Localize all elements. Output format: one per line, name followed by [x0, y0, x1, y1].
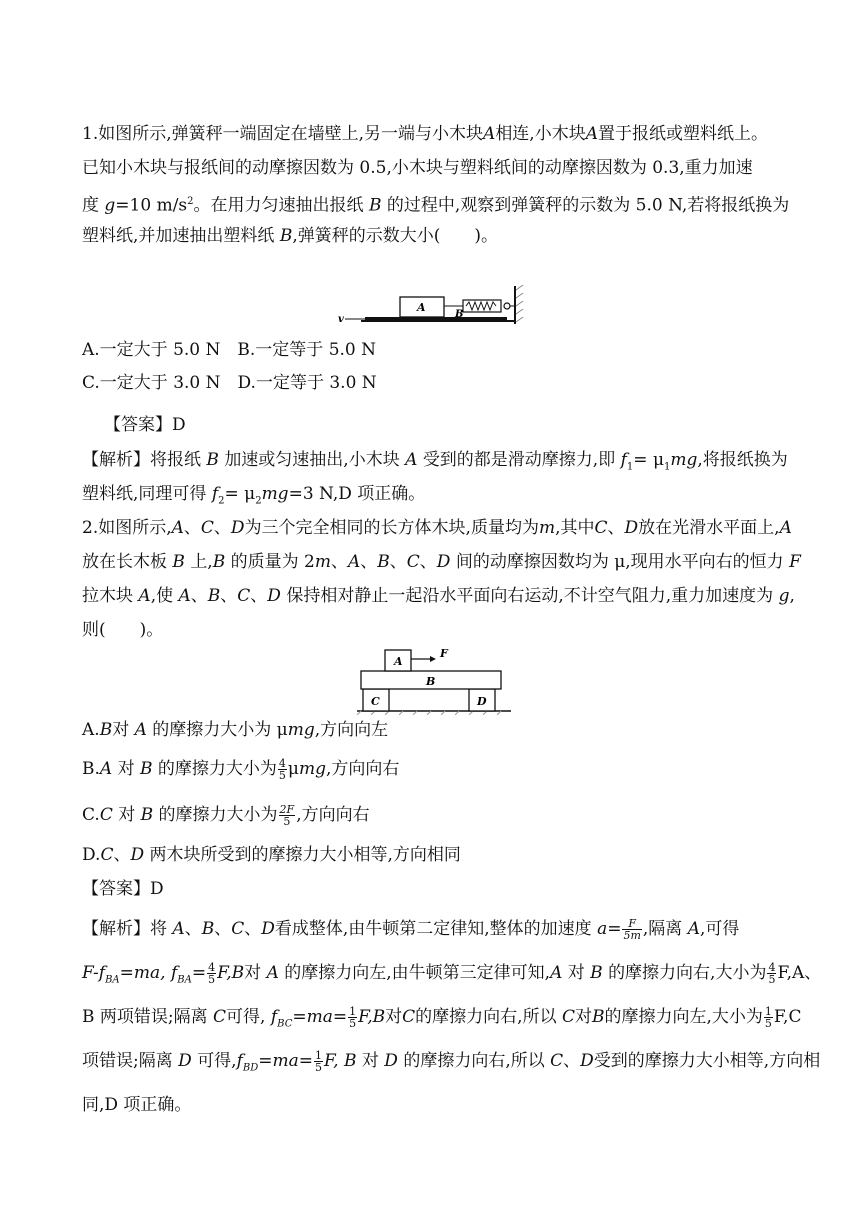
- label-f: F: [440, 647, 448, 660]
- symbol-a: A: [99, 759, 113, 779]
- text: 、: [190, 586, 208, 606]
- denominator: 5: [278, 769, 286, 782]
- symbol-d: D: [261, 919, 275, 939]
- text: F,: [217, 963, 232, 983]
- fraction: [767, 962, 776, 985]
- subscript: BA: [105, 974, 120, 986]
- text: 的摩擦力向左,大小为: [604, 1007, 763, 1027]
- symbol-mg: mg: [670, 450, 698, 470]
- symbol-c: C: [99, 805, 113, 825]
- text: =ma,: [119, 963, 166, 983]
- q2-figure: [355, 645, 515, 715]
- q2-analysis-1: [82, 917, 739, 941]
- text: 、: [213, 518, 231, 538]
- symbol-a: A: [266, 963, 279, 983]
- text: B 两项错误;隔离: [82, 1007, 208, 1027]
- text: f: [170, 963, 178, 983]
- text: ,使: [150, 586, 174, 606]
- text: 项错误;隔离: [82, 1051, 173, 1071]
- symbol-d: D: [580, 1051, 594, 1071]
- wall-hatch: [516, 285, 523, 322]
- symbol-c: C: [231, 919, 245, 939]
- symbol-f: f: [620, 450, 627, 470]
- symbol-a: A: [178, 586, 191, 606]
- subscript: BC: [277, 1018, 293, 1030]
- q1-line-3: [82, 190, 789, 218]
- symbol-d: D: [436, 552, 451, 572]
- symbol-mg: mg: [298, 759, 326, 779]
- fraction: [314, 1050, 323, 1073]
- exponent: 2: [187, 196, 194, 207]
- symbol-b: B: [140, 805, 154, 825]
- paper-label: B: [455, 309, 464, 320]
- text: 、: [184, 919, 202, 939]
- symbol-c: C: [200, 518, 214, 538]
- pivot: [504, 303, 510, 309]
- subscript: BD: [242, 1062, 259, 1074]
- text: ,其中: [555, 518, 595, 538]
- symbol-a: A: [134, 720, 147, 740]
- symbol-c: C: [561, 1007, 575, 1027]
- symbol-c: C: [213, 1007, 227, 1027]
- text: 两木块所受到的摩擦力大小相等,方向相同: [149, 845, 461, 865]
- symbol-mg: mg: [287, 720, 315, 740]
- q1-line-4: [82, 224, 498, 248]
- q1-options-cd: [82, 371, 377, 395]
- text: 的摩擦力向右,所以: [415, 1007, 557, 1027]
- text: 的摩擦力向右,所以: [403, 1051, 545, 1071]
- text: 塑料纸,同理可得: [82, 484, 207, 504]
- symbol-g: g: [104, 195, 116, 216]
- symbol-g: g: [778, 586, 790, 606]
- block-a-label: A: [417, 301, 426, 314]
- text: 可得,: [226, 1007, 266, 1027]
- text: ,弹簧秤的示数大小( )。: [292, 226, 498, 246]
- text: 放在光滑水平面上,: [638, 518, 780, 538]
- label-c: C: [371, 695, 380, 708]
- subscript: 1: [626, 461, 634, 473]
- fraction: [278, 758, 287, 781]
- denominator: 5: [764, 1017, 772, 1030]
- text: ,可得: [699, 919, 740, 939]
- text: 对: [244, 963, 262, 983]
- symbol-b: B: [592, 1007, 605, 1027]
- text: 、: [244, 919, 262, 939]
- q2-analysis-3: [82, 1005, 801, 1036]
- symbol-c: C: [237, 586, 251, 606]
- text: ,方向向左: [314, 720, 389, 740]
- text: 加速或匀速抽出,小木块: [224, 450, 400, 470]
- text: B.: [82, 759, 100, 779]
- fraction: [207, 962, 216, 985]
- numerator: 2F: [279, 803, 295, 816]
- option-text: C.一定大于 3.0 N D.一定等于 3.0 N: [82, 373, 377, 393]
- q1-line-1: [82, 122, 768, 146]
- text: 、: [250, 586, 268, 606]
- symbol-a: A: [687, 919, 700, 939]
- symbol-d: D: [178, 1051, 192, 1071]
- text: F,: [358, 1007, 373, 1027]
- label-b: B: [426, 675, 436, 688]
- q1-options-ab: [82, 338, 376, 362]
- option-text: A.一定大于 5.0 N B.一定等于 5.0 N: [82, 340, 377, 360]
- subscript: BA: [177, 974, 192, 986]
- text: 塑料纸,并加速抽出塑料纸: [82, 226, 275, 246]
- q2-analysis-2: [82, 961, 821, 992]
- text: 度: [82, 195, 99, 216]
- symbol-b: B: [372, 1007, 386, 1027]
- symbol-d: D: [130, 845, 145, 865]
- text: =10 m/s: [115, 195, 188, 216]
- text: 可得,: [197, 1051, 237, 1071]
- symbol-a: A: [172, 919, 185, 939]
- symbol-a: A: [483, 124, 496, 144]
- text: 间的动摩擦因数均为 μ,现用水平向右的恒力: [455, 552, 784, 572]
- text: a=: [597, 919, 622, 939]
- symbol-c: C: [402, 1007, 416, 1027]
- symbol-b: B: [207, 586, 221, 606]
- denominator: 5: [768, 973, 776, 986]
- text: 、: [220, 586, 238, 606]
- text: 对: [112, 720, 130, 740]
- subscript: 2: [218, 495, 225, 507]
- numerator: 1: [764, 1005, 772, 1018]
- label-d: D: [477, 695, 487, 708]
- q2-option-d: [82, 843, 461, 867]
- symbol-c: C: [406, 552, 420, 572]
- text: f: [236, 1051, 243, 1071]
- symbol-b: B: [231, 963, 245, 983]
- q2-analysis-4: [82, 1049, 820, 1080]
- symbol-d: D: [267, 586, 281, 606]
- text: ,方向向右: [325, 759, 400, 779]
- text: 相连,小木块: [495, 124, 586, 144]
- q1-line-2: [82, 156, 753, 180]
- text: F-f: [82, 963, 106, 983]
- symbol-a: A: [347, 552, 361, 572]
- text: 受到的摩擦力大小相等,方向相: [593, 1051, 821, 1071]
- text: 、: [360, 552, 378, 572]
- q2-option-b: [82, 757, 399, 781]
- text: =: [191, 963, 207, 983]
- numerator: 1: [349, 1005, 357, 1018]
- symbol-b: B: [343, 1051, 357, 1071]
- symbol-b: B: [377, 552, 390, 572]
- symbol-m: m: [538, 518, 556, 538]
- symbol-b: B: [590, 963, 603, 983]
- symbol-c: C: [594, 518, 608, 538]
- q2-line-2: [82, 550, 801, 574]
- symbol-a: A: [550, 963, 563, 983]
- symbol-b: B: [99, 720, 113, 740]
- velocity-label: v: [338, 314, 344, 325]
- symbol-a: A: [171, 518, 184, 538]
- symbol-b: B: [201, 919, 215, 939]
- q2-analysis-5: [82, 1093, 191, 1117]
- symbol-b: B: [206, 450, 219, 470]
- symbol-b: B: [279, 226, 293, 246]
- text: 、: [113, 845, 131, 865]
- text: 的摩擦力向左,由牛顿第三定律可知,: [284, 963, 551, 983]
- text: 放在长木板: [82, 552, 167, 572]
- denominator: 5: [349, 1017, 357, 1030]
- text: C.: [82, 805, 100, 825]
- symbol-c: C: [100, 845, 114, 865]
- text: 的摩擦力大小为 μ: [152, 720, 288, 740]
- text: 的摩擦力大小为: [157, 759, 277, 779]
- text: 、: [214, 919, 232, 939]
- symbol-b: B: [140, 759, 153, 779]
- text: 的摩擦力大小为: [158, 805, 278, 825]
- text: 已知小木块与报纸间的动摩擦因数为 0.5,小木块与塑料纸间的动摩擦因数为 0.3,重力加速: [82, 158, 753, 178]
- q2-line-3: 拉木块 A,使 A、B、C、D 保持相对静止一起沿水平面向右运动,不计空气阻力,重力加速度为 g,: [82, 586, 795, 606]
- q1-answer: [104, 413, 186, 437]
- text: D.: [82, 845, 101, 865]
- analysis-label: 【解析】: [82, 450, 150, 470]
- symbol-a: A: [585, 124, 598, 144]
- text: 、: [183, 518, 201, 538]
- text: F,: [324, 1051, 339, 1071]
- fraction: [348, 1006, 357, 1029]
- text: 、: [563, 1051, 581, 1071]
- symbol-a: A: [405, 450, 418, 470]
- symbol-c: C: [550, 1051, 564, 1071]
- text: =ma=: [258, 1051, 314, 1071]
- text: 1.如图所示,弹簧秤一端固定在墙壁上,另一端与小木块: [82, 124, 484, 144]
- text: 对: [361, 1051, 379, 1071]
- text: 对: [385, 1007, 403, 1027]
- symbol-d: D: [624, 518, 639, 538]
- fraction: [622, 918, 641, 941]
- force-arrowhead: [430, 656, 436, 662]
- symbol-mg: mg: [261, 484, 289, 504]
- q1-analysis-1: [82, 448, 788, 479]
- text: 的过程中,观察到弹簧秤的示数为 5.0 N,若将报纸换为: [386, 195, 790, 216]
- text: ,隔离: [642, 919, 683, 939]
- text: 置于报纸或塑料纸上。: [598, 124, 768, 144]
- symbol-b: B: [212, 552, 226, 572]
- text: F,C: [773, 1007, 802, 1027]
- text: =ma=: [292, 1007, 348, 1027]
- q2-option-a: [82, 718, 388, 742]
- text: =3 N,D 项正确。: [288, 484, 426, 504]
- text: 、: [330, 552, 348, 572]
- text: A.: [82, 720, 100, 740]
- numerator: 1: [315, 1049, 323, 1062]
- symbol-b: B: [368, 195, 382, 216]
- subscript: 1: [664, 461, 671, 473]
- text: = μ: [224, 484, 256, 504]
- fraction: [279, 804, 296, 827]
- symbol-a: A: [779, 518, 792, 538]
- q2-answer: [82, 877, 164, 901]
- symbol-f: f: [211, 484, 219, 504]
- text: 对: [118, 805, 136, 825]
- text: 看成整体,由牛顿第二定律知,整体的加速度: [274, 919, 592, 939]
- q2-line-4: [82, 618, 163, 642]
- q2-option-c: [82, 803, 370, 827]
- fraction: [764, 1006, 773, 1029]
- analysis-label: 【解析】: [82, 919, 150, 939]
- text: μ: [287, 759, 299, 779]
- text: ,将报纸换为: [697, 450, 788, 470]
- text: 为三个完全相同的长方体木块,质量均为: [244, 518, 539, 538]
- text: 将报纸: [150, 450, 201, 470]
- numerator: 4: [768, 961, 776, 974]
- label-a: A: [394, 655, 403, 668]
- text: 2.如图所示,: [82, 518, 172, 538]
- symbol-m: m: [314, 552, 331, 572]
- symbol-d: D: [384, 1051, 398, 1071]
- text: 则( )。: [82, 620, 164, 640]
- q2-line-1: [82, 516, 792, 540]
- text: 的摩擦力向右,大小为: [608, 963, 767, 983]
- answer-text: 【答案】D: [82, 879, 164, 899]
- q1-figure: [335, 284, 530, 328]
- symbol-b: B: [172, 552, 185, 572]
- text: f: [270, 1007, 278, 1027]
- text: 同,D 项正确。: [82, 1095, 192, 1115]
- symbol-f: F: [789, 552, 801, 572]
- text: 上,: [190, 552, 213, 572]
- denominator: 5: [315, 1061, 323, 1074]
- text: 的质量为 2: [230, 552, 315, 572]
- text: 、: [389, 552, 407, 572]
- text: 。在用力匀速抽出报纸: [193, 195, 364, 216]
- text: 将: [150, 919, 167, 939]
- symbol-a: A: [138, 586, 151, 606]
- text: 、: [419, 552, 437, 572]
- text: 对: [117, 759, 135, 779]
- text: 受到的都是滑动摩擦力,即: [422, 450, 616, 470]
- numerator: F: [622, 918, 641, 930]
- text: ,方向向右: [296, 805, 370, 825]
- numerator: 4: [208, 961, 216, 974]
- text: 对: [567, 963, 585, 983]
- text: F,A、: [777, 963, 822, 983]
- denominator: 5: [208, 973, 216, 986]
- text: 保持相对静止一起沿水平面向右运动,不计空气阻力,重力加速度为: [286, 586, 774, 606]
- subscript: 2: [255, 495, 262, 507]
- q1-analysis-2: [82, 482, 425, 513]
- numerator: 4: [278, 757, 286, 770]
- symbol-d: D: [230, 518, 245, 538]
- answer-text: 【答案】D: [104, 415, 186, 435]
- text: 拉木块: [82, 586, 133, 606]
- denominator: 5: [283, 815, 291, 828]
- text: 对: [575, 1007, 592, 1027]
- denominator: 5m: [623, 929, 641, 942]
- text: 、: [607, 518, 625, 538]
- text: = μ: [633, 450, 664, 470]
